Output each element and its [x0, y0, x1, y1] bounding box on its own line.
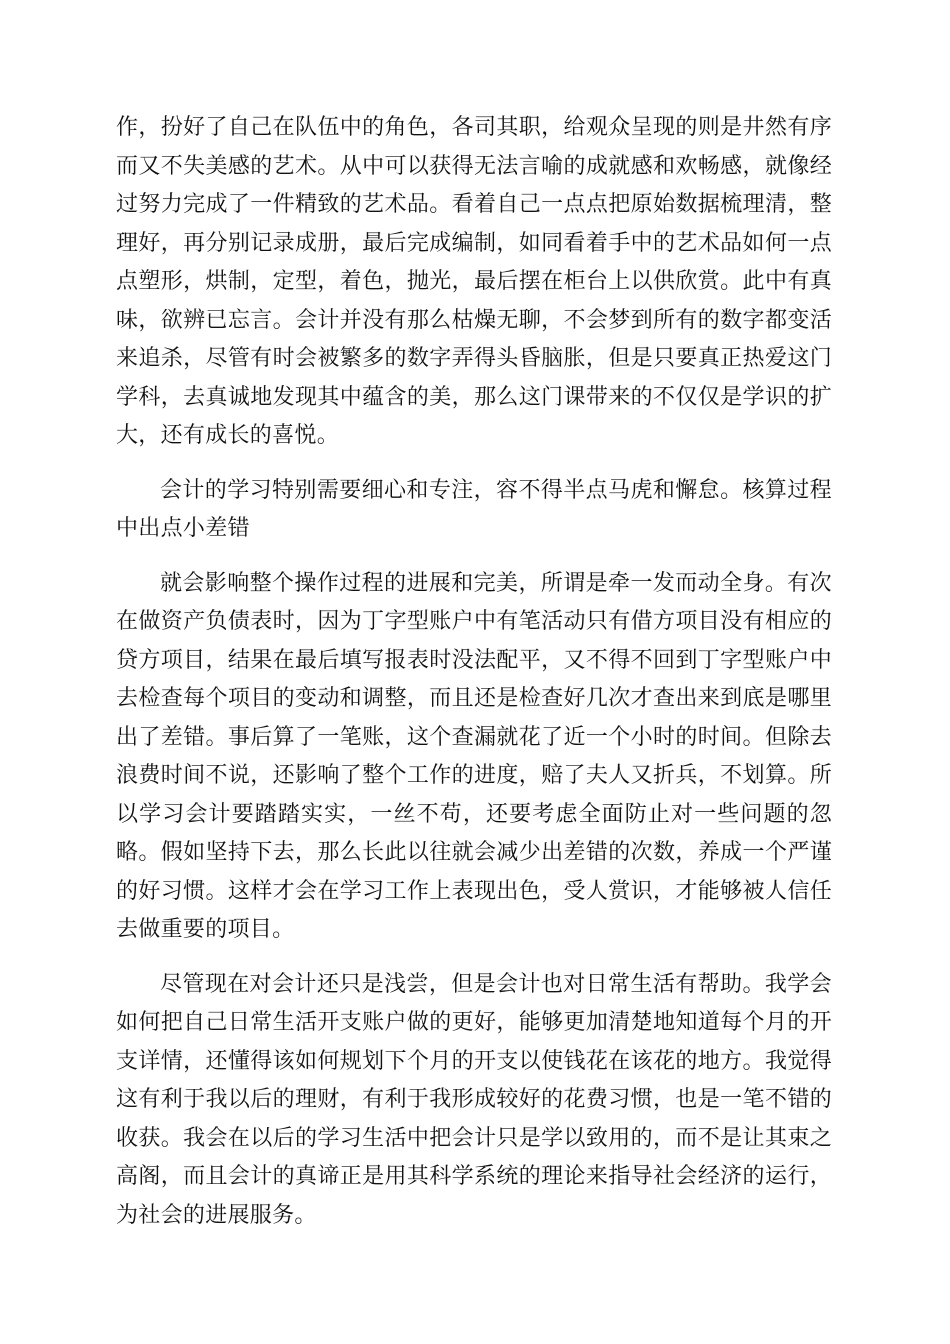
paragraph-continuation: 作，扮好了自己在队伍中的角色，各司其职，给观众呈现的则是井然有序而又不失美感的艺术。从中可以获得无法言喻的成就感和欢畅感，就像经过努力完成了一件精致的艺术品。看着自己一点点把原始数据梳理清，整理好，再分别记录成册，最后完成编制，如同看着手中的艺术品如何一点点塑形，烘制，定型，着色，抛光，最后摆在柜台上以供欣赏。此中有真味，欲辨已忘言。会计并没有那么枯燥无聊，不会梦到所有的数字都变活来追杀，尽管有时会被繁多的数字弄得头昏脑胀，但是只要真正热爱这门学科，去真诚地发现其中蕴含的美，那么这门课带来的不仅仅是学识的扩大，还有成长的喜悦。 [116, 115, 832, 448]
paragraph-attention: 会计的学习特别需要细心和专注，容不得半点马虎和懈怠。核算过程中出点小差错 [116, 477, 832, 541]
document-page [116, 109, 832, 1235]
paragraph-error-story: 就会影响整个操作过程的进展和完美，所谓是牵一发而动全身。有次在做资产负债表时，因为丁字型账户中有笔活动只有借方项目没有相应的贷方项目，结果在最后填写报表时没法配平，又不得不回到丁字型账户中去检查每个项目的变动和调整，而且还是检查好几次才查出来到底是哪里出了差错。事后算了一笔账，这个查漏就花了近一个小时的时间。但除去浪费时间不说，还影响了整个工作的进度，赔了夫人又折兵，不划算。所以学习会计要踏踏实实，一丝不苟，还要考虑全面防止对一些问题的忽略。假如坚持下去，那么长此以往就会减少出差错的次数，养成一个严谨的好习惯。这样才会在学习工作上表现出色，受人赏识，才能够被人信任去做重要的项目。 [116, 570, 832, 942]
paragraph-daily-life: 尽管现在对会计还只是浅尝，但是会计也对日常生活有帮助。我学会如何把自己日常生活开支账户做的更好，能够更加清楚地知道每个月的开支详情，还懂得该如何规划下个月的开支以使钱花在该花的地方。我觉得这有利于我以后的理财，有利于我形成较好的花费习惯，也是一笔不错的收获。我会在以后的学习生活中把会计只是学以致用的，而不是让其束之高阁，而且会计的真谛正是用其科学系统的理论来指导社会经济的运行，为社会的进展服务。 [116, 971, 832, 1228]
